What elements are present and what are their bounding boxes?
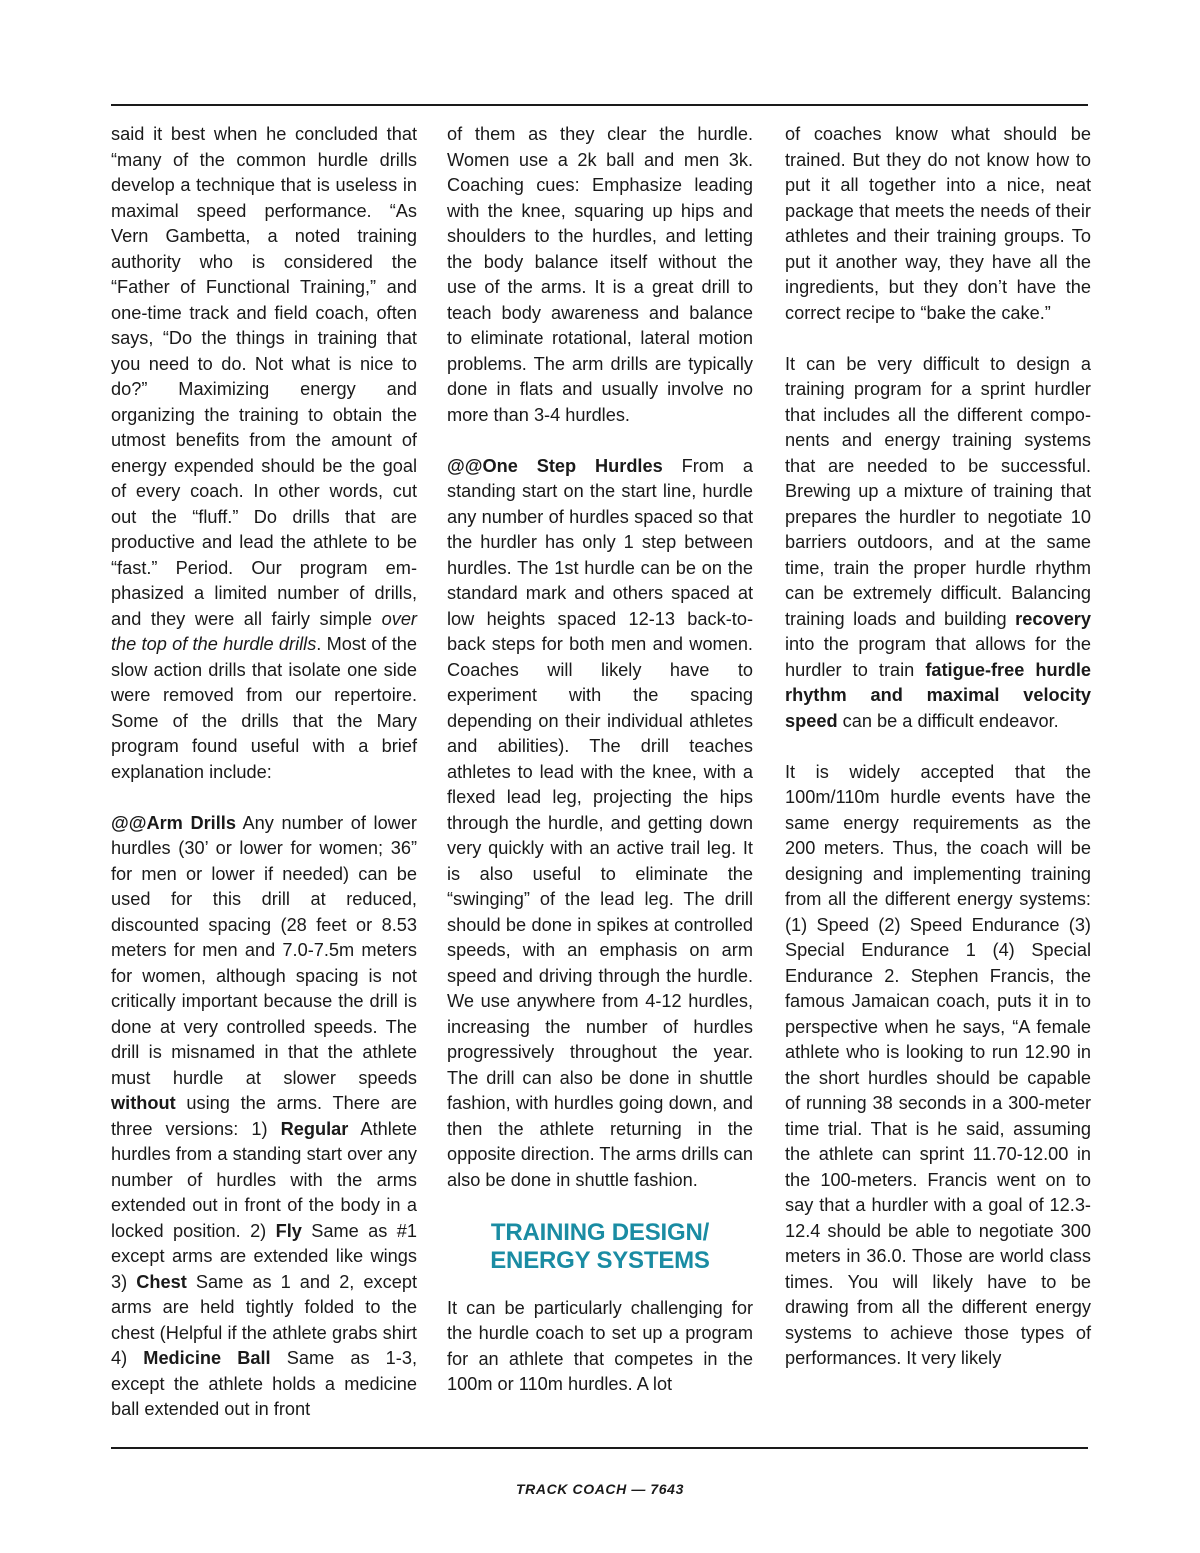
paragraph: of them as they clear the hurdle. Women use a 2k ball and men 3k. Coaching cues: Emphasize leading with the knee, squaring up hips and shoulders to the hurdles, and letting the body balance itself without the use of the arms. It is a great drill to teach body awareness and balance to eliminate rotational, lateral motion problems. The arm drills are typically done in flats and usually involve no more than 3-4 hurdles. [447,124,753,425]
section-heading-line: TRAINING DESIGN/ [490,1218,710,1246]
text-run: From a standing start on the start line, hurdle any number of hurdles spaced so that the hurdler has only 1 step between hurdles. The 1st hurdle can be on the standard mark and others spaced at low heights spaced 12-13 back-to-back steps for both men and women. Coaches will likely have to experiment with the spacing depending on their individual athletes and abilities). The drill teaches athletes to lead with the knee, with a flexed lead leg, projecting the hips through the hurdle, and getting down very quickly with an active trail leg. It is also useful to eliminate the “swinging” of the lead leg. The drill should be done in spikes at controlled speeds, with an emphasis on arm speed and driving through the hurdle. We use anywhere from 4-12 hurdles, increasing the number of hurdles progressively throughout the year. The drill can also be done in shuttle fashion, with hurdles going down, and then the athlete returning in the opposite direction. The arms drills can also be done in shuttle fashion. [447,455,754,1190]
bold-run: Regular [280,1118,349,1139]
paragraph-arm-drills [111,811,417,1423]
text-run: into the program that allows for the hurdler to train [785,634,1091,680]
column-3 [785,122,1091,1372]
bold-run: without [111,1093,176,1113]
column-1 [111,122,417,1423]
bold-run: recovery [1015,608,1091,629]
bottom-rule [111,1447,1088,1449]
paragraph [785,352,1091,735]
bold-run: fatigue-free hurdle rhythm and maximal velocity speed [785,659,1091,731]
text-run: Same as #1 except arms are extended like wings 3) [111,1220,417,1292]
text-run: . Most of the slow action drills that isolate one side were removed from our repertoire. Some of the drills that the Mary program found useful with a brief explanation include: [111,634,418,782]
text-run: said it best when he concluded that “many of the common hurdle drills develop a technique that is useless in maximal speed performance. “As Vern Gambetta, a noted training authority who is considered the “Father of Functional Training,” and one-time track and field coach, often says, “Do the things in training that you need to do. Not what is nice to do?” Maximizing energy and organizing the training to obtain the utmost benefits from the amount of energy expended should be the goal of every coach. In other words, cut out the “fluff.” Do drills that are productive and lead the athlete to be “fast.” Period. Our program emphasized a limited number of drills, and they were all fairly simple [111,124,417,629]
column-2 [447,122,753,1398]
top-rule [111,104,1088,106]
section-heading [447,1219,753,1275]
paragraph: It is widely accepted that the 100m/110m hurdle events have the same energy requirements as the 200 meters. Thus, the coach will be designing and implementing training from all the different energy systems: (1) Speed (2) Speed Endurance (3) Special Endurance 1 (4) Special Endurance 2. Stephen Francis, the famous Jamaican coach, puts it in to perspective when he says, “A female athlete who is looking to run 12.90 in the short hurdles should be capable of running 38 seconds in a 300-meter time trial. That is he said, assuming the athlete can sprint 11.70-12.00 in the 100-meters. Francis went on to say that a hurdler with a goal of 12.3-12.4 should be able to negotiate 300 meters in 36.0. Those are world class times. You will likely have to be drawing from all the different energy systems to achieve those types of performances. It very likely [785,761,1091,1368]
section-heading-line: ENERGY SYSTEMS [490,1246,710,1274]
italic-run: over the top of the hurdle drills [111,608,417,654]
paragraph: It can be particularly challenging for the hurdle coach to set up a program for an athlete that competes in the 100m or 110m hurdles. A lot [447,1297,753,1394]
text-run: It can be very difficult to design a training program for a sprint hurdler that includes all the different components and energy training systems that are needed to be successful. Brewing up a mixture of training that prepares the hurdler to negotiate 10 barriers outdoors, and at the same time, train the proper hurdle rhythm can be extremely difficult. Balancing training loads and building [785,353,1091,629]
text-run: Athlete hurdles from a standing start over any number of hurdles with the arms extended out in front of the body in a locked position. 2) [111,1118,418,1241]
paragraph [111,122,417,785]
paragraph: of coaches know what should be trained. But they do not know how to put it all together into a nice, neat package that meets the needs of their athletes and their training groups. To put it another way, they have all the ingredients, but they don’t have the correct recipe to “bake the cake.” [785,124,1091,323]
drill-title-arm-drills: @@Arm Drills [111,812,236,833]
bold-run: Medicine Ball [143,1348,271,1368]
text-run: Same as 1 and 2, except arms are held tightly folded to the chest (Helpful if the athlete grabs shirt 4) [111,1271,417,1368]
text-run: using the arms. There are three versions: 1) [111,1093,417,1139]
bold-run: Chest [136,1271,187,1292]
text-run: can be a difficult endeavor. [837,710,1059,731]
text-run: Any number of lower hurdles (30’ or lower for women; 36” for men or lower if needed) can be used for this drill at reduced, discounted spacing (28 feet or 8.53 meters for men and 7.0-7.5m meters for women, although spacing is not critically important because the drill is done at very controlled speeds. The drill is misnamed in that the athlete must hurdle at slower speeds [111,812,417,1088]
paragraph-one-step-hurdles [447,454,753,1194]
drill-title-one-step-hurdles: @@One Step Hurdles [447,455,663,476]
page-footer: TRACK COACH — 7643 [516,1481,684,1497]
bold-run: Fly [275,1220,302,1241]
text-run: Same as 1-3, except the athlete holds a medicine ball extended out in front [111,1348,417,1419]
